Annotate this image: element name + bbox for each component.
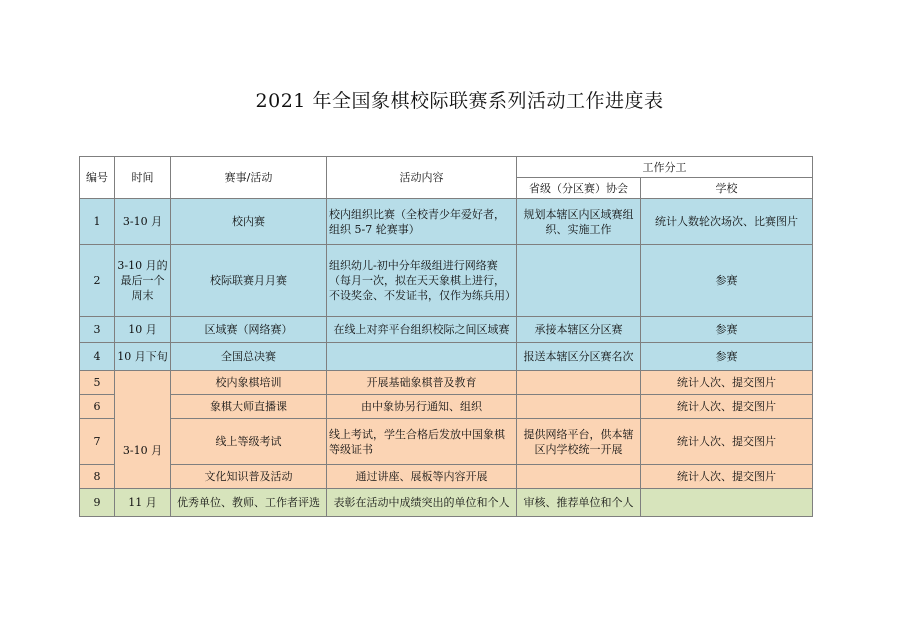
header-division: 工作分工: [517, 157, 813, 178]
cell-province: 规划本辖区内区域赛组织、实施工作: [517, 199, 641, 245]
cell-no: 1: [80, 199, 115, 245]
cell-no: 9: [80, 489, 115, 517]
cell-time: 10 月下旬: [115, 343, 171, 371]
table-row: [80, 371, 813, 395]
header-row-1: [80, 157, 813, 178]
cell-province: 报送本辖区分区赛名次: [517, 343, 641, 371]
table-row: [80, 317, 813, 343]
cell-school: 统计人次、提交图片: [641, 465, 813, 489]
cell-no: 6: [80, 395, 115, 419]
cell-province: [517, 465, 641, 489]
cell-school: 参赛: [641, 343, 813, 371]
cell-time: 3-10 月的最后一个周末: [115, 245, 171, 317]
table-row: [80, 199, 813, 245]
cell-event: 全国总决赛: [171, 343, 327, 371]
header-no: 编号: [80, 157, 115, 199]
table-row: [80, 395, 813, 419]
cell-province: [517, 395, 641, 419]
cell-event: 区域赛（网络赛）: [171, 317, 327, 343]
cell-school: 统计人数轮次场次、比赛图片: [641, 199, 813, 245]
cell-content: 由中象协另行通知、组织: [327, 395, 517, 419]
document-title: 2021 年全国象棋校际联赛系列活动工作进度表: [255, 90, 664, 112]
header-content: 活动内容: [327, 157, 517, 199]
cell-content: 线上考试，学生合格后发放中国象棋等级证书: [327, 419, 517, 465]
cell-time: 11 月: [115, 489, 171, 517]
cell-content: [327, 343, 517, 371]
cell-event: 校际联赛月月赛: [171, 245, 327, 317]
cell-content: 通过讲座、展板等内容开展: [327, 465, 517, 489]
header-time: 时间: [115, 157, 171, 199]
cell-province: 审核、推荐单位和个人: [517, 489, 641, 517]
cell-province: 承接本辖区分区赛: [517, 317, 641, 343]
cell-content: 校内组织比赛（全校青少年爱好者，组织 5-7 轮赛事）: [327, 199, 517, 245]
cell-event: 校内赛: [171, 199, 327, 245]
cell-time: 10 月: [115, 317, 171, 343]
cell-school: 参赛: [641, 245, 813, 317]
cell-province: [517, 371, 641, 395]
cell-time-merged: 3-10 月: [115, 371, 171, 489]
cell-time: 3-10 月: [115, 199, 171, 245]
table-row: [80, 343, 813, 371]
header-event: 赛事/活动: [171, 157, 327, 199]
progress-table: [79, 156, 813, 517]
cell-no: 4: [80, 343, 115, 371]
cell-content: 开展基础象棋普及教育: [327, 371, 517, 395]
header-school: 学校: [641, 178, 813, 199]
cell-school: 统计人次、提交图片: [641, 371, 813, 395]
cell-event: 优秀单位、教师、工作者评选: [171, 489, 327, 517]
cell-no: 8: [80, 465, 115, 489]
cell-school: 统计人次、提交图片: [641, 395, 813, 419]
table-row: [80, 489, 813, 517]
cell-no: 3: [80, 317, 115, 343]
cell-content: 表彰在活动中成绩突出的单位和个人: [327, 489, 517, 517]
cell-no: 7: [80, 419, 115, 465]
cell-no: 2: [80, 245, 115, 317]
cell-event: 线上等级考试: [171, 419, 327, 465]
cell-content: 组织幼儿-初中分年级组进行网络赛 （每月一次，拟在天天象棋上进行，不设奖金、不发证书，仅作为练兵用）: [327, 245, 517, 317]
table-row: [80, 245, 813, 317]
cell-school: 统计人次、提交图片: [641, 419, 813, 465]
cell-no: 5: [80, 371, 115, 395]
cell-province: 提供网络平台，供本辖区内学校统一开展: [517, 419, 641, 465]
cell-content: 在线上对弈平台组织校际之间区域赛: [327, 317, 517, 343]
table-row: [80, 465, 813, 489]
cell-school: [641, 489, 813, 517]
cell-school: 参赛: [641, 317, 813, 343]
header-province: 省级（分区赛）协会: [517, 178, 641, 199]
cell-event: 校内象棋培训: [171, 371, 327, 395]
cell-event: 文化知识普及活动: [171, 465, 327, 489]
cell-event: 象棋大师直播课: [171, 395, 327, 419]
cell-province: [517, 245, 641, 317]
table-row: [80, 419, 813, 465]
